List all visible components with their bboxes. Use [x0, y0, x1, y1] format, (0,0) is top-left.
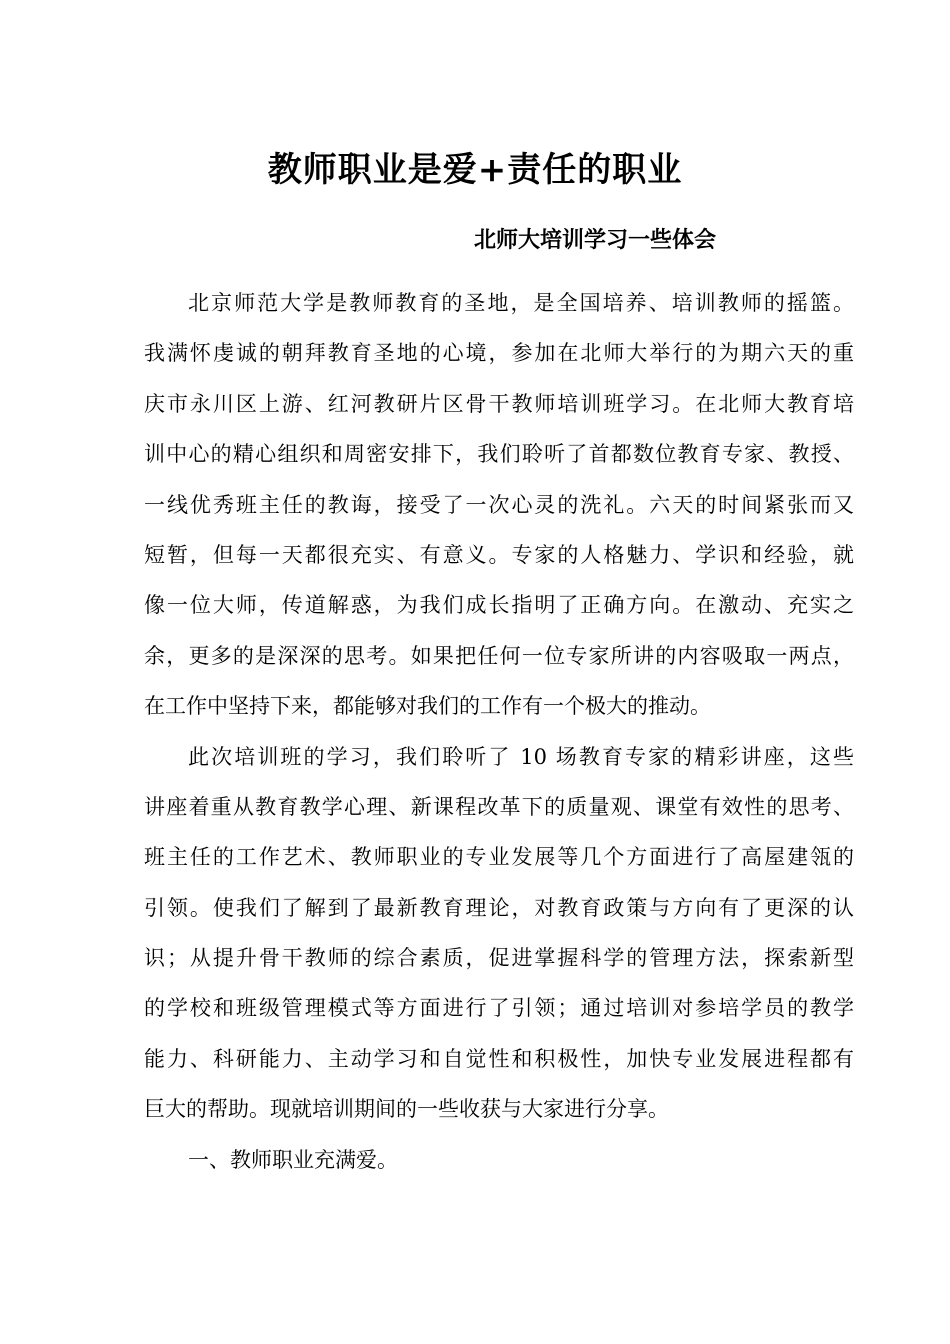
paragraph-2 — [144, 732, 854, 1135]
text-line: 能力、科研能力、主动学习和自觉性和积极性，加快专业发展进程都有 — [144, 1046, 854, 1071]
text-line: 此次培训班的学习，我们聆听了 10 场教育专家的精彩讲座，这些 — [188, 744, 854, 769]
text-line: 在工作中坚持下来，都能够对我们的工作有一个极大的推动。 — [144, 694, 711, 719]
text-line: 北京师范大学是教师教育的圣地，是全国培养、培训教师的摇篮。 — [188, 291, 854, 315]
text-line: 讲座着重从教育教学心理、新课程改革下的质量观、课堂有效性的思考、 — [144, 794, 854, 819]
text-line: 巨大的帮助。现就培训期间的一些收获与大家进行分享。 — [144, 1097, 669, 1122]
document-subtitle: 北师大培训学习一些体会 — [474, 227, 717, 253]
text-line: 庆市永川区上游、红河教研片区骨干教师培训班学习。在北师大教育培 — [144, 391, 854, 416]
section-1-heading: 一、教师职业充满爱。 — [188, 1147, 398, 1172]
text-line: 训中心的精心组织和周密安排下，我们聆听了首都数位教育专家、教授、 — [144, 442, 854, 467]
text-line: 班主任的工作艺术、教师职业的专业发展等几个方面进行了高屋建瓴的 — [144, 845, 854, 870]
text-line: 一线优秀班主任的教诲，接受了一次心灵的洗礼。六天的时间紧张而又 — [144, 492, 854, 517]
text-line: 余，更多的是深深的思考。如果把任何一位专家所讲的内容吸取一两点， — [144, 643, 854, 668]
text-line: 我满怀虔诚的朝拜教育圣地的心境，参加在北师大举行的为期六天的重 — [144, 341, 854, 366]
text-line: 引领。使我们了解到了最新教育理论，对教育政策与方向有了更深的认 — [144, 895, 854, 920]
text-line: 像一位大师，传道解惑，为我们成长指明了正确方向。在激动、充实之 — [144, 593, 854, 618]
document-title: 教师职业是爱+责任的职业 — [267, 150, 683, 190]
paragraph-1 — [144, 278, 854, 732]
text-line: 短暂，但每一天都很充实、有意义。专家的人格魅力、学识和经验，就 — [144, 542, 854, 567]
section-heading — [144, 1135, 854, 1185]
text-line: 识；从提升骨干教师的综合素质，促进掌握科学的管理方法，探索新型 — [144, 946, 854, 971]
document-body — [144, 278, 854, 1185]
text-line: 的学校和班级管理模式等方面进行了引领；通过培训对参培学员的教学 — [144, 996, 854, 1021]
